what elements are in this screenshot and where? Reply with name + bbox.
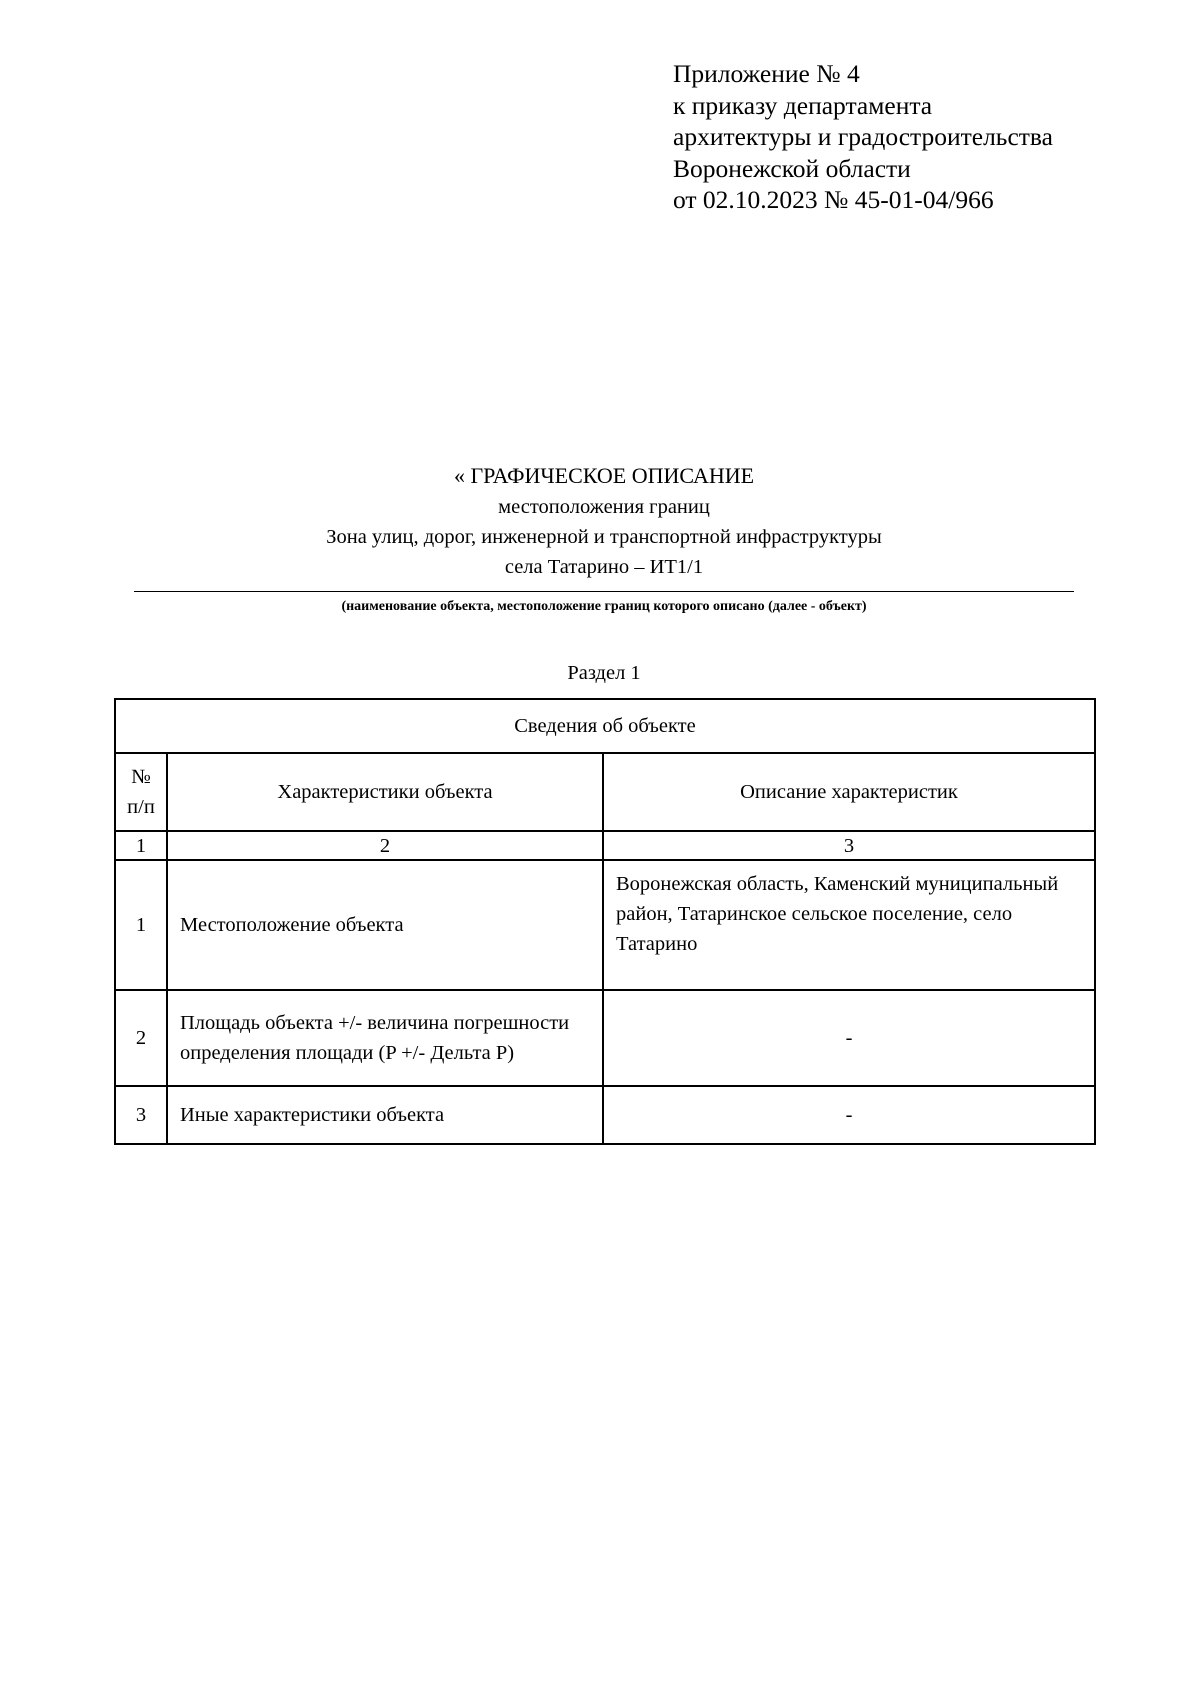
column-header-characteristic: Характеристики объекта	[167, 753, 603, 831]
section-label: Раздел 1	[567, 662, 641, 684]
table-heading: Сведения об объекте	[115, 699, 1095, 753]
table-heading-row	[115, 699, 1095, 753]
row-characteristic: Площадь объекта +/- величина погрешности определения площади (P +/- Дельта P)	[167, 990, 603, 1086]
column-number: 2	[167, 831, 603, 860]
title-line-4: села Татарино – ИТ1/1	[504, 556, 704, 578]
attachment-line: к приказу департамента	[673, 90, 933, 120]
table-row	[115, 860, 1095, 990]
column-number: 3	[603, 831, 1095, 860]
column-header-description: Описание характеристик	[603, 753, 1095, 831]
row-description: -	[603, 990, 1095, 1086]
column-header-num-text: № п/п	[127, 766, 155, 818]
document-title	[134, 460, 1074, 582]
table-header-row	[115, 753, 1095, 831]
title-main: « ГРАФИЧЕСКОЕ ОПИСАНИЕ	[453, 463, 755, 488]
row-number: 2	[115, 990, 167, 1086]
table-row	[115, 1086, 1095, 1144]
row-characteristic: Местоположение объекта	[167, 860, 603, 990]
attachment-line: Приложение № 4	[673, 59, 860, 88]
attachment-line: от 02.10.2023 № 45-01-04/966	[673, 185, 994, 214]
column-header-num	[115, 753, 167, 831]
object-info-table	[114, 698, 1096, 1145]
column-number-row	[115, 831, 1095, 860]
title-line-2: местоположения границ	[498, 496, 710, 518]
attachment-line: архитектуры и градостроительства	[673, 122, 1053, 151]
attachment-header	[673, 58, 1173, 216]
title-line-3: Зона улиц, дорог, инженерной и транспортной инфраструктуры	[326, 526, 882, 548]
row-description: Воронежская область, Каменский муниципальный район, Татаринское сельское поселение, село Татарино	[603, 860, 1095, 990]
title-underline	[134, 591, 1074, 592]
row-number: 3	[115, 1086, 167, 1144]
table-row	[115, 990, 1095, 1086]
title-caption: (наименование объекта, местоположение границ которого описано (далее - объект)	[341, 599, 867, 614]
row-number: 1	[115, 860, 167, 990]
attachment-line: Воронежской области	[673, 153, 911, 183]
column-number: 1	[115, 831, 167, 860]
row-characteristic: Иные характеристики объекта	[167, 1086, 603, 1144]
row-description: -	[603, 1086, 1095, 1144]
